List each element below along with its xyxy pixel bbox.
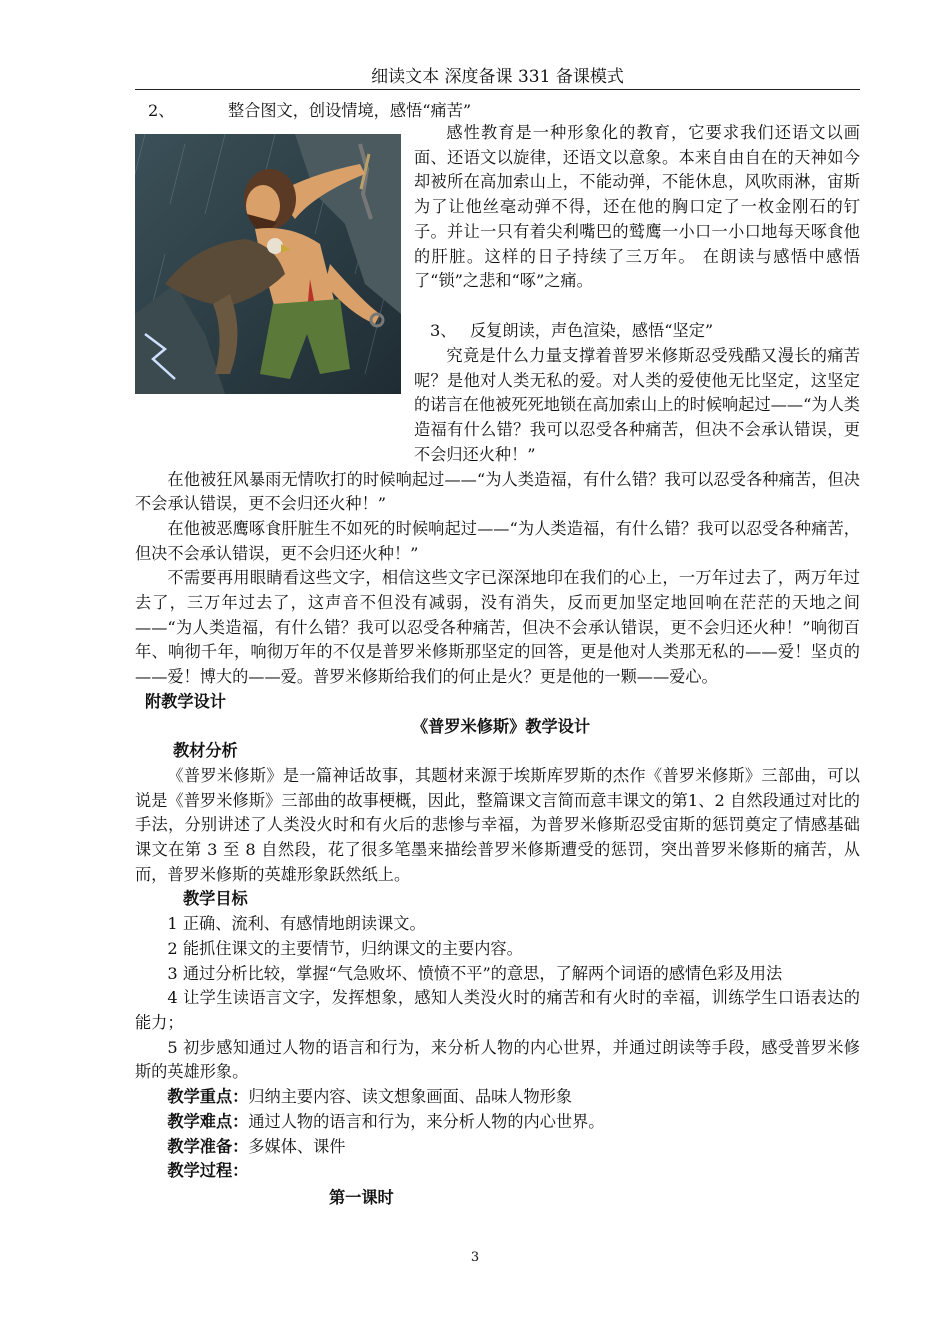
process-label: 教学过程： xyxy=(167,1161,249,1181)
design-title: 《普罗米修斯》教学设计 xyxy=(412,716,591,736)
difficulty-text: 通过人物的语言和行为，来分析人物的内心世界。 xyxy=(248,1111,605,1131)
para-2: 在他被恶鹰啄食肝脏生不如死的时候响起过——“为人类造福，有什么错？我可以忍受各种痛苦，但决不会承认错误，更不会归还火种！” xyxy=(135,518,860,563)
section-2-body: 感性教育是一种形象化的教育，它要求我们还语文以画面、还语文以旋律，还语文以意象。本来自由自在的天神如今却被所在高加索山上，不能动弹，不能休息，风吹雨淋，宙斯为了让他丝毫动弹不得，还在他的胸口定了一枚金刚石的钉子。并让一只有着尖利嘴巴的鹫鹰一小口一小口地每天啄食他的肝脏。这样的日子持续了三万年。 在朗读与感悟中感悟了“锁”之悲和“啄”之痛。 xyxy=(414,123,860,291)
goal-1: 1 正确、流利、有感情地朗读课文。 xyxy=(167,914,426,934)
main-text-flow xyxy=(135,344,860,1211)
header-divider xyxy=(135,89,860,90)
para-3: 不需要再用眼睛看这些文字，相信这些文字已深深地印在我们的心上，一万年过去了，两万年过去了，三万年过去了，这声音不但没有减弱，没有消失，反而更加坚定地回响在茫茫的天地之间——“为人类造福，有什么错？我可以忍受各种痛苦，但决不会承认错误，更不会归还火种！”响彻百年、响彻千年，响彻万年的不仅是普罗米修斯那坚定的回答，更是他对人类那无私的——爱！坚贞的——爱！博大的——爱。普罗米修斯给我们的何止是火？更是他的一颗——爱心。 xyxy=(135,568,860,687)
process-line xyxy=(135,1159,860,1184)
para-intro xyxy=(135,344,860,468)
key-points-text: 归纳主要内容、读文想象画面、品味人物形象 xyxy=(248,1087,573,1107)
analysis-heading: 教材分析 xyxy=(173,741,238,761)
goal-4: 4 让学生读语言文字，发挥想象，感知人类没火时的痛苦和有火时的幸福，训练学生口语表达的能力； xyxy=(135,988,860,1032)
prep-label: 教学准备： xyxy=(167,1136,249,1156)
key-points-label: 教学重点： xyxy=(167,1087,249,1107)
section-2-paragraph xyxy=(414,121,860,294)
analysis-text: 《普罗米修斯》是一篇神话故事，其题材来源于埃斯库罗斯的杰作《普罗米修斯》三部曲，可以说是《普罗米修斯》三部曲的故事梗概，因此，整篇课文言简而意丰课文的第1、2 自然段通过对比的手法，分别讲述了人类没火时和有火后的悲惨与幸福，为普罗米修斯忍受宙斯的惩罚奠定了情感基础课文在第 3 至 8 自然段，花了很多笔墨来描绘普罗米修斯遭受的惩罚，突出普罗米修斯的痛苦，从而，普罗米修斯的英雄形象跃然纸上。 xyxy=(135,765,860,884)
goal-2: 2 能抓住课文的主要情节，归纳课文的主要内容。 xyxy=(167,938,523,958)
section-3-heading xyxy=(414,319,860,344)
section-2-number: 2、 xyxy=(148,101,175,120)
section-2-heading xyxy=(148,97,471,121)
section-3-number: 3、 xyxy=(430,321,457,340)
goal-5: 5 初步感知通过人物的语言和行为，来分析人物的内心世界，并通过朗读等手段，感受普罗米修斯的英雄形象。 xyxy=(135,1037,860,1082)
para-1: 在他被狂风暴雨无情吹打的时候响起过——“为人类造福，有什么错？我可以忍受各种痛苦，但决不会承认错误，更不会归还火种！” xyxy=(135,469,860,514)
lesson-1-heading: 第一课时 xyxy=(329,1187,394,1207)
page-header: 细读文本 深度备课 331 备课模式 xyxy=(371,67,624,87)
page-number: 3 xyxy=(470,1250,480,1265)
prep-line xyxy=(135,1135,860,1160)
difficulty-line xyxy=(135,1110,860,1135)
difficulty-label: 教学难点： xyxy=(167,1111,249,1131)
section-2-title: 整合图文，创设情境，感悟“痛苦” xyxy=(228,101,472,120)
goal-3: 3 通过分析比较，掌握“气急败坏、愤愤不平”的意思，了解两个词语的感情色彩及用法 xyxy=(167,963,783,983)
goals-heading: 教学目标 xyxy=(183,889,248,909)
appendix-heading: 附教学设计 xyxy=(145,691,226,711)
para-intro-text: 究竟是什么力量支撑着普罗米修斯忍受残酷又漫长的痛苦呢？是他对人类无私的爱。对人类的爱使他无比坚定，这坚定的诺言在他被死死地锁在高加索山上的时候响起过——“为人类造福有什么错？我可以忍受各种痛苦，但决不会承认错误，更不会归还火种！” xyxy=(414,346,860,464)
section-3-title: 反复朗读，声色渲染，感悟“坚定” xyxy=(470,321,714,340)
prep-text: 多媒体、课件 xyxy=(248,1136,346,1156)
key-points-line xyxy=(135,1085,860,1110)
